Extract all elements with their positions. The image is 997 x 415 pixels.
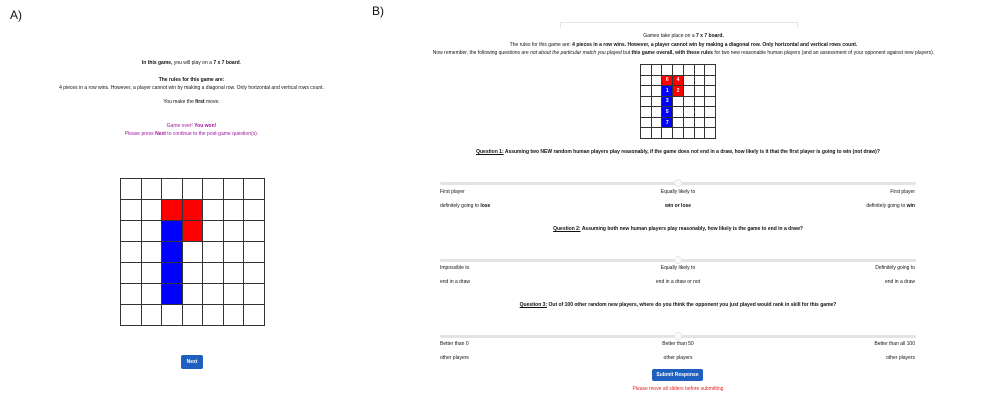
- board-cell: [162, 263, 183, 284]
- board-cell: [183, 242, 204, 263]
- question-3-label: Question 3:: [519, 302, 548, 308]
- board-cell: [641, 128, 652, 139]
- q1-left-2: [440, 203, 490, 210]
- game-over-text: [0, 123, 383, 130]
- next-button[interactable]: Next: [181, 355, 203, 369]
- board-cell: [121, 221, 142, 242]
- board-cell: [705, 118, 716, 129]
- board-cell: [224, 200, 245, 221]
- q1-right-2-pre: definitely going to: [866, 203, 907, 209]
- board-cell: [641, 76, 652, 87]
- board-cell: [142, 263, 163, 284]
- board-cell: [684, 107, 695, 118]
- press-pre: Please press: [124, 131, 156, 137]
- q1-right-2: [866, 203, 915, 210]
- board-cell: [684, 118, 695, 129]
- board-cell: [183, 305, 204, 326]
- panel-a-label: A): [10, 8, 22, 22]
- q2-left-1: Impossible to: [440, 265, 470, 271]
- submit-response-button[interactable]: Submit Response: [652, 369, 703, 381]
- line3-post: for two new reasonable human players (and an assessment of your opponent against new players).: [712, 50, 935, 56]
- board-cell: [684, 86, 695, 97]
- board-cell: [684, 76, 695, 87]
- question-2-text: Assuming both new human players play reasonably, how likely is the game to end in a draw?: [580, 226, 803, 232]
- board-cell: [183, 284, 204, 305]
- gameover-bold: You won!: [194, 123, 217, 129]
- board-cell: [673, 97, 684, 108]
- line2-bold: 4 pieces in a row wins. However, a player cannot win by making a diagonal row. Only horizontal and vertical rows count.: [572, 42, 858, 48]
- line2-pre: The rules for this game are:: [509, 42, 573, 48]
- board-cell: [695, 107, 706, 118]
- intro-end: .: [239, 60, 242, 66]
- board-cell: [695, 97, 706, 108]
- board-cell: [162, 179, 183, 200]
- board-cell: [695, 76, 706, 87]
- q3-right-2: other players: [886, 355, 915, 361]
- board-cell: [183, 263, 204, 284]
- board-cell: [142, 242, 163, 263]
- board-cell: 6: [662, 76, 673, 87]
- move-bold: first: [195, 99, 205, 105]
- board-cell: 2: [673, 86, 684, 97]
- board-cell: [121, 305, 142, 326]
- press-bold: Next: [155, 131, 166, 137]
- board-cell: [203, 263, 224, 284]
- board-cell: [705, 76, 716, 87]
- board-cell: [142, 284, 163, 305]
- board-cell: [244, 221, 265, 242]
- first-move-text: [0, 99, 383, 106]
- board-info: [380, 33, 987, 40]
- question-1: [440, 149, 916, 155]
- board-cell: [162, 284, 183, 305]
- board-cell: [224, 284, 245, 305]
- board-cell: [673, 107, 684, 118]
- board-cell: [224, 305, 245, 326]
- board-cell: [203, 221, 224, 242]
- board-cell: 3: [662, 97, 673, 108]
- board-cell: [224, 221, 245, 242]
- move-pre: You make the: [163, 99, 196, 105]
- board-cell: [641, 86, 652, 97]
- board-cell: [652, 107, 663, 118]
- q2-right-2: end in a draw: [884, 279, 915, 285]
- board-cell: [203, 305, 224, 326]
- board-cell: [183, 221, 204, 242]
- question-3: [440, 302, 916, 308]
- board-cell: [641, 65, 652, 76]
- intro-text: [0, 60, 383, 67]
- board-cell: [162, 305, 183, 326]
- board-cell: [121, 179, 142, 200]
- q3-left-1: Better than 0: [440, 341, 469, 347]
- press-post: to continue to the post-game question(s).: [165, 131, 259, 137]
- line3-mid: but: [621, 50, 632, 56]
- board-cell: [652, 65, 663, 76]
- board-cell: [142, 179, 163, 200]
- question-1-text: Assuming two NEW random human players play reasonably, if the game does not end in a draw, how likely is it that the first player is going to win (not draw)?: [503, 149, 880, 155]
- question-2: [440, 226, 916, 232]
- line3-pre: Now remember, the following questions are: [432, 50, 531, 56]
- board-cell: 1: [662, 86, 673, 97]
- board-cell: [705, 65, 716, 76]
- press-next-text: [0, 131, 383, 138]
- question-3-text: Out of 100 other random new players, where do you think the opponent you just played would rank in skill for this game?: [547, 302, 837, 308]
- board-cell: [695, 118, 706, 129]
- board-cell: [162, 242, 183, 263]
- board-cell: [641, 107, 652, 118]
- board-cell: [695, 65, 706, 76]
- q1-mid-2: win or lose: [664, 203, 692, 209]
- move-post: move.: [204, 99, 220, 105]
- board-cell: [705, 97, 716, 108]
- board-cell: [673, 118, 684, 129]
- board-cell: [224, 242, 245, 263]
- board-cell: [121, 200, 142, 221]
- board-cell: [641, 97, 652, 108]
- reminder-text: [380, 50, 987, 57]
- board-cell: [684, 65, 695, 76]
- board-cell: [203, 284, 224, 305]
- rules-info: [380, 42, 987, 49]
- top-frame: [560, 22, 798, 28]
- gameover-pre: Game over!: [166, 123, 195, 129]
- board-cell: [142, 305, 163, 326]
- q1-right-1: First player: [890, 189, 915, 195]
- board-cell: [652, 76, 663, 87]
- q2-mid-2: end in a draw or not: [655, 279, 701, 285]
- board-cell: [705, 86, 716, 97]
- board-cell: [244, 305, 265, 326]
- question-1-label: Question 1:: [476, 149, 504, 155]
- board-cell: [203, 200, 224, 221]
- q2-right-1: Definitely going to: [875, 265, 915, 271]
- rules-text: 4 pieces in a row wins. However, a player cannot win by making a diagonal row. Only horizontal and vertical rows count.: [59, 85, 324, 91]
- board-cell: [162, 200, 183, 221]
- board-cell: [121, 242, 142, 263]
- board-cell: [705, 107, 716, 118]
- board-cell: [662, 128, 673, 139]
- slider-3-thumb[interactable]: [674, 332, 682, 340]
- slider-2-thumb[interactable]: [674, 256, 682, 264]
- board-cell: [224, 263, 245, 284]
- board-cell: [244, 200, 265, 221]
- intro-bold: In this game,: [141, 60, 173, 66]
- board-cell: [695, 128, 706, 139]
- question-2-label: Question 2:: [553, 226, 581, 232]
- q3-mid-1: Better than 50: [662, 341, 694, 347]
- board-cell: [684, 128, 695, 139]
- board-cell: [224, 179, 245, 200]
- board-cell: [652, 86, 663, 97]
- board-cell: [695, 86, 706, 97]
- q3-mid-2: other players: [663, 355, 693, 361]
- board-cell: [203, 242, 224, 263]
- board-cell: [705, 128, 716, 139]
- slider-1-thumb[interactable]: [674, 179, 682, 187]
- q1-left-1: First player: [440, 189, 465, 195]
- panel-a: [0, 0, 370, 415]
- board-cell: [244, 242, 265, 263]
- q1-mid-1: Equally likely to: [660, 189, 696, 195]
- line3-bold: this game overall, with these rules: [631, 50, 713, 56]
- board-cell: [652, 97, 663, 108]
- line3-italic: not about the particular match you played: [530, 50, 622, 56]
- board-cell: [183, 200, 204, 221]
- q1-left-2-pre: definitely going to: [440, 203, 481, 209]
- board-cell: [652, 128, 663, 139]
- board-cell: [142, 221, 163, 242]
- board-cell: [183, 179, 204, 200]
- move-order-board: [640, 64, 716, 139]
- board-cell: [142, 200, 163, 221]
- q1-right-2-bold: win: [906, 203, 915, 209]
- slider-warning: Please move all sliders before submitting: [632, 386, 724, 392]
- board-cell: [244, 263, 265, 284]
- board-cell: 4: [673, 76, 684, 87]
- board-cell: [684, 97, 695, 108]
- board-cell: 5: [662, 107, 673, 118]
- line1-bold: 7 x 7 board.: [696, 33, 724, 39]
- intro-mid: you will play on a: [172, 60, 214, 66]
- board-cell: [121, 284, 142, 305]
- rules-title: The rules for this game are:: [158, 77, 225, 83]
- board-cell: [121, 263, 142, 284]
- q2-left-2: end in a draw: [440, 279, 471, 285]
- q2-mid-1: Equally likely to: [660, 265, 696, 271]
- board-cell: [652, 118, 663, 129]
- panel-b-label: B): [372, 4, 384, 18]
- line1-pre: Games take place on a: [643, 33, 696, 39]
- board-cell: [162, 221, 183, 242]
- board-cell: [203, 179, 224, 200]
- intro-board: 7 x 7 board: [213, 60, 240, 66]
- game-board: [120, 178, 265, 326]
- board-cell: 7: [662, 118, 673, 129]
- q3-left-2: other players: [440, 355, 469, 361]
- board-cell: [662, 65, 673, 76]
- board-cell: [673, 128, 684, 139]
- board-cell: [244, 284, 265, 305]
- board-cell: [244, 179, 265, 200]
- board-cell: [641, 118, 652, 129]
- board-cell: [673, 65, 684, 76]
- q1-left-2-bold: lose: [480, 203, 491, 209]
- q3-right-1: Better than all 100: [874, 341, 915, 347]
